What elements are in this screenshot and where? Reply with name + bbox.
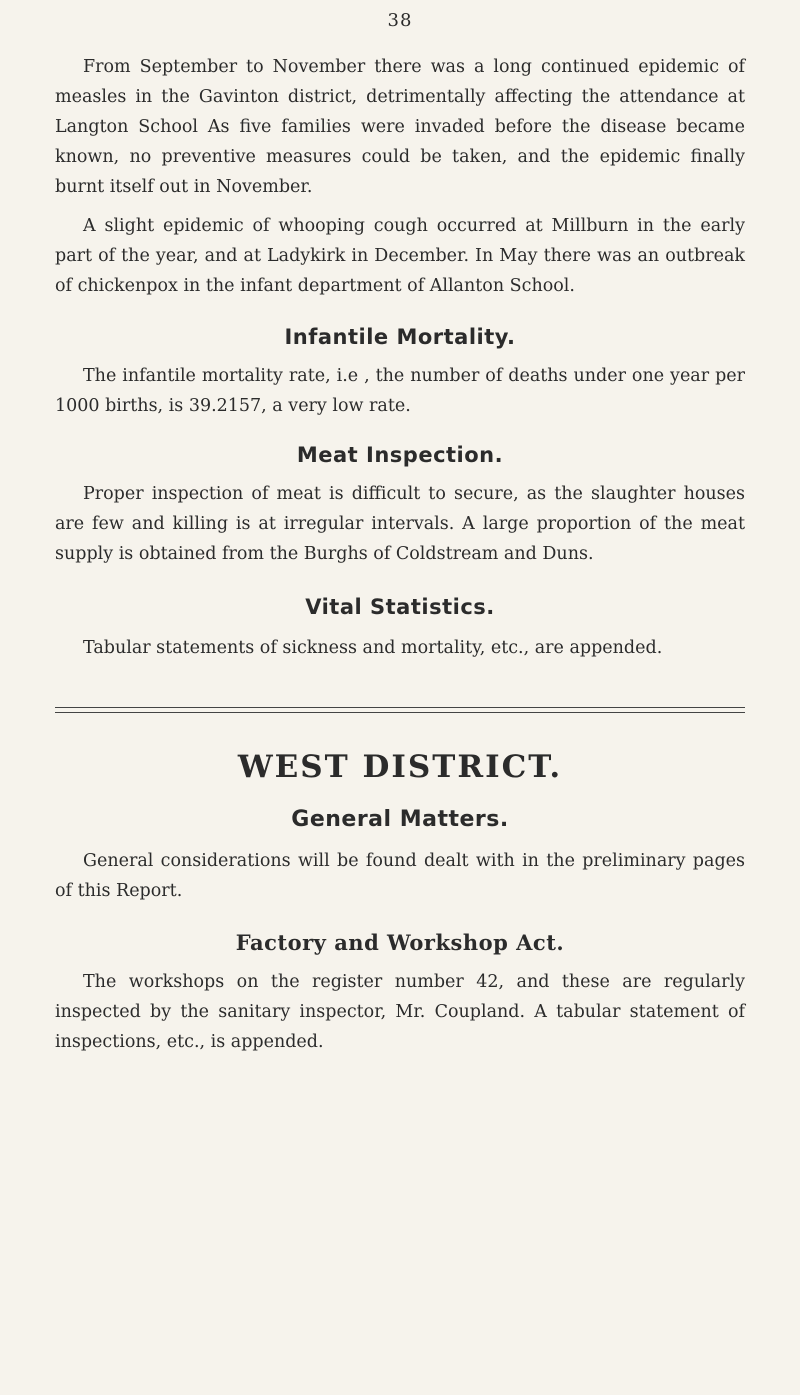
page-number: 38 <box>387 10 413 31</box>
meat-inspection-paragraph: Proper inspection of meat is difficult to secure, as the slaughter houses are few and killing is at irregular intervals. A large proportion of the meat supply is obtained from the Burghs of Coldstream and Duns. <box>55 484 745 564</box>
vital-statistics-paragraph: Tabular statements of sickness and mortality, etc., are appended. <box>83 638 663 658</box>
whooping-cough-paragraph: A slight epidemic of whooping cough occurred at Millburn in the early part of the year, and at Ladykirk in December. In May there was an outbreak of chickenpox in the infant department of Allanton School. <box>55 216 745 296</box>
divider-line-bottom <box>55 712 745 713</box>
general-matters-heading: General Matters. <box>291 807 509 832</box>
measles-paragraph: From September to November there was a long continued epidemic of measles in the Gavinton district, detrimentally affecting the attendance at Langton School As five families were invaded before the disease became known, no preventive measures could be taken, and the epidemic finally burnt itself out in November. <box>55 57 745 197</box>
west-district-title: WEST DISTRICT. <box>237 749 563 785</box>
factory-workshop-act-heading: Factory and Workshop Act. <box>235 930 565 955</box>
general-matters-paragraph: General considerations will be found dealt with in the preliminary pages of this Report. <box>55 851 745 901</box>
section-divider <box>55 707 745 713</box>
divider-line-top <box>55 707 745 708</box>
factory-workshop-act-paragraph: The workshops on the register number 42, and these are regularly inspected by the sanitary inspector, Mr. Coupland. A tabular statement of inspections, etc., is appended. <box>55 972 745 1052</box>
page-body <box>55 52 745 1057</box>
meat-inspection-heading: Meat Inspection. <box>296 443 504 467</box>
vital-statistics-heading: Vital Statistics. <box>305 595 495 619</box>
infantile-mortality-heading: Infantile Mortality. <box>284 325 516 349</box>
infantile-mortality-paragraph: The infantile mortality rate, i.e , the number of deaths under one year per 1000 births, is 39.2157, a very low rate. <box>55 366 745 416</box>
